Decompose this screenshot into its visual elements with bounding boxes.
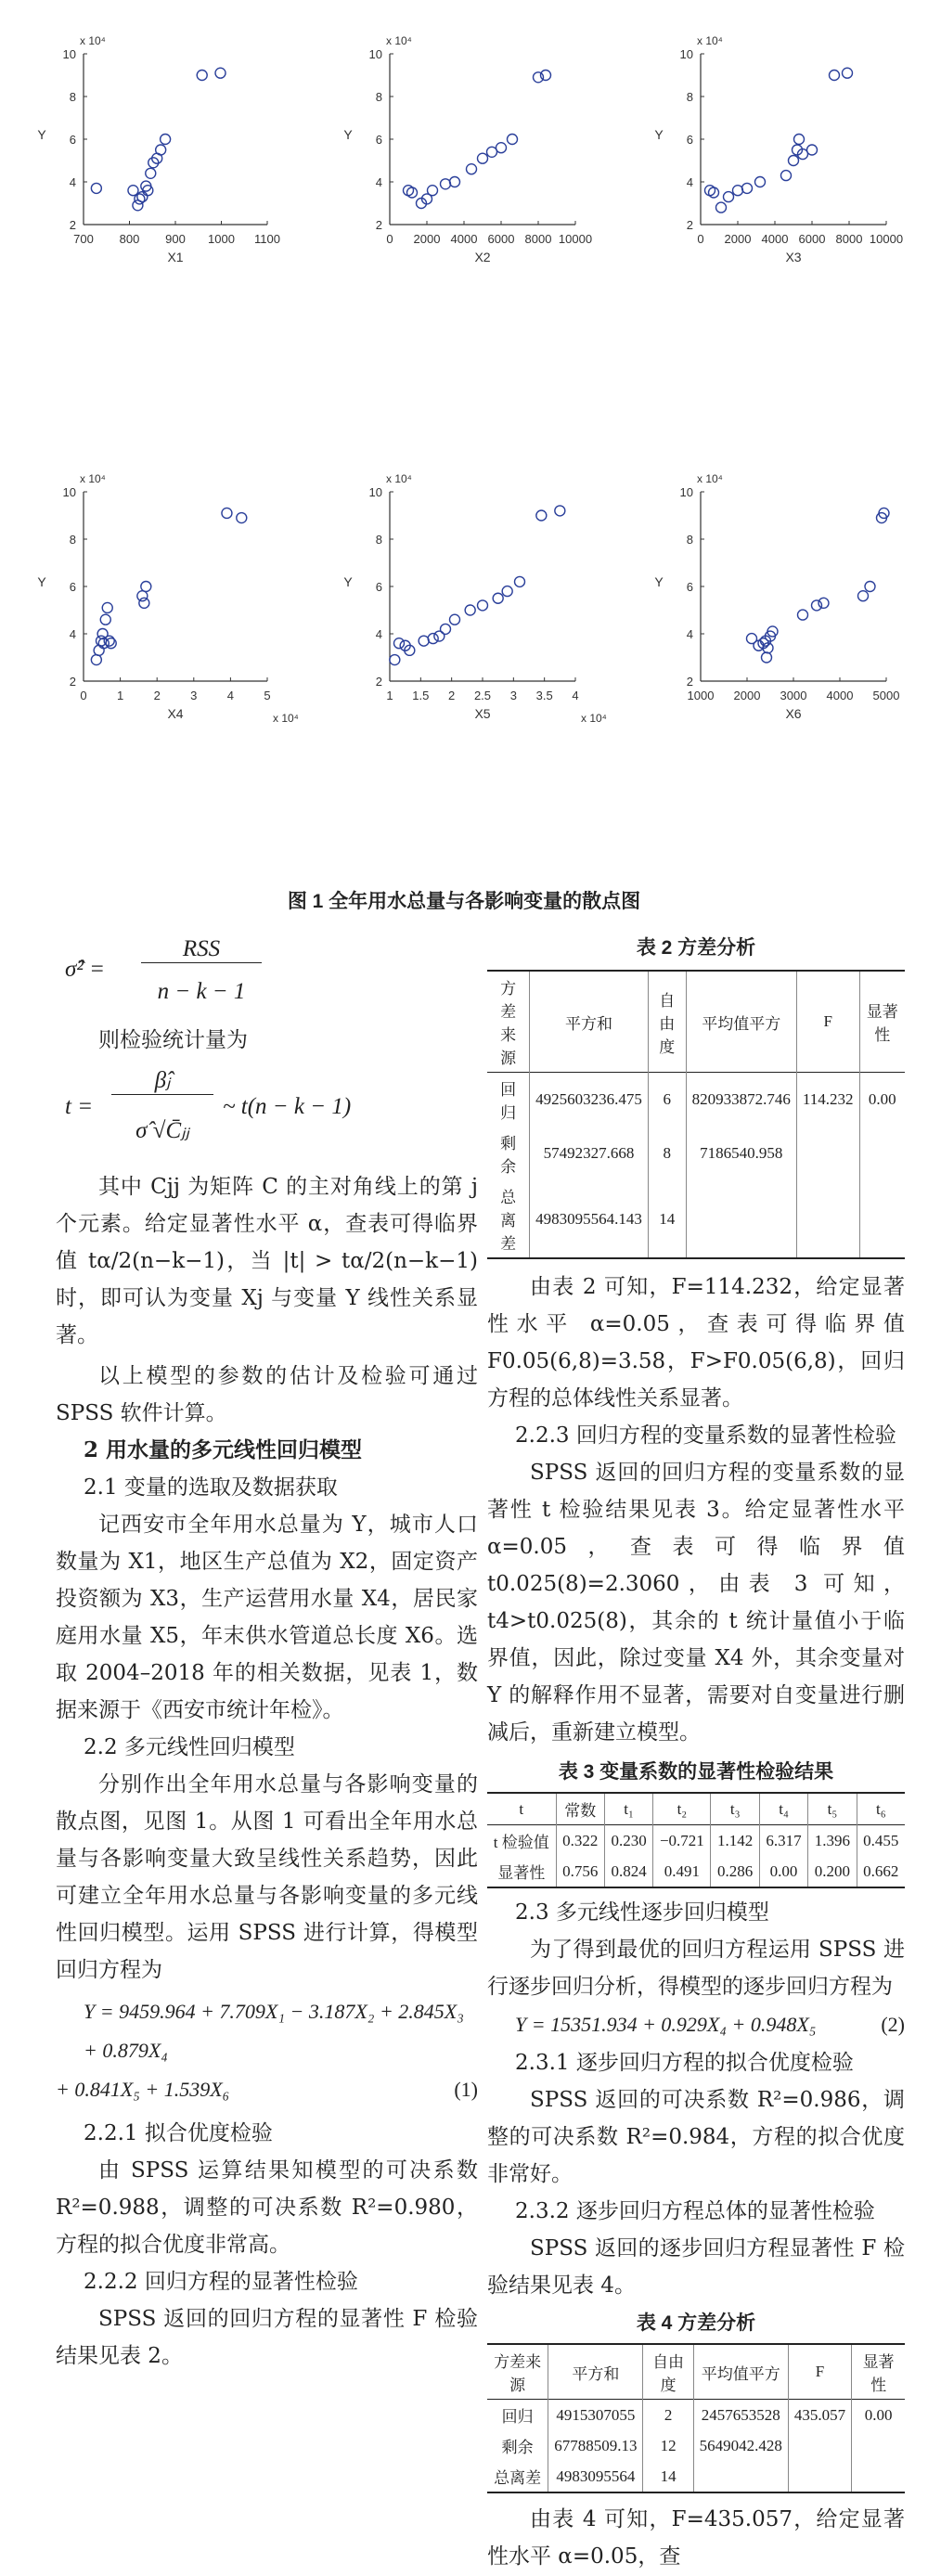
table-4-cell: 12 [643, 2430, 693, 2461]
formula-sigma [56, 933, 478, 1022]
x-tick-label: 4000 [450, 232, 478, 246]
data-point [390, 655, 400, 665]
x-tick-label: 2000 [724, 232, 752, 246]
data-point [139, 598, 149, 608]
data-point [724, 192, 734, 202]
x-tick-label: 10000 [869, 232, 904, 246]
y-tick-label: 8 [686, 533, 693, 547]
paragraph-2-3: 为了得到最优的回归方程运用 SPSS 进行逐步回归分析，得模型的逐步回归方程为 [487, 1938, 905, 1999]
scatter-panel-x6 [654, 472, 899, 721]
table-2-header: 平均值平方 [686, 971, 796, 1073]
data-point [137, 591, 148, 601]
table-2-cell: 114.232 [796, 1073, 859, 1127]
data-point [237, 513, 247, 523]
y-multiplier: x 10⁴ [697, 472, 723, 485]
table-3-cell: 0.662 [857, 1856, 905, 1887]
y-tick-label: 2 [69, 218, 76, 232]
paragraph-2-3-1: SPSS 返回的可决系数 R²=0.986，调整的可决系数 R²=0.984，方程的拟合优度非常好。 [487, 2088, 905, 2186]
table-3-header: t₄ [759, 1793, 807, 1825]
table-4-cell: 2457653528 [693, 2400, 788, 2431]
table-2-cell [859, 1127, 905, 1180]
heading-section-2: 2 用水量的多元线性回归模型 [84, 1437, 363, 1462]
scatter-panel-x4 [37, 472, 299, 725]
y-tick-label: 2 [375, 675, 382, 689]
table-2-header: 显著性 [859, 971, 905, 1073]
table-3-row [487, 1856, 905, 1887]
table-2-header: F [796, 971, 859, 1073]
x-tick-label: 2000 [413, 232, 441, 246]
data-point [137, 192, 148, 202]
formula-t-numerator: β̂ⱼ [111, 1066, 213, 1095]
y-tick-label: 2 [686, 675, 693, 689]
x-axis-label: X4 [167, 706, 184, 721]
data-point [555, 506, 565, 516]
table-4-header: F [788, 2344, 851, 2400]
x-axis-label: X5 [474, 706, 491, 721]
table-2-row [487, 1127, 905, 1180]
table-4-cell: 4915307055 [548, 2400, 643, 2431]
y-axis-label: Y [343, 127, 353, 142]
right-column [487, 933, 905, 2575]
table-4-cell [788, 2461, 851, 2492]
paragraph-2-1: 记西安市全年用水总量为 Y，城市人口数量为 X1，地区生产总值为 X2，固定资产投资额为 X3，生产运营用水量 X4，居民家庭用水量 X5，年末供水管道总长度 X6。选取 2004–2018 年的相关数据，见表 1，数据来源于《西安市统计年检》。 [56, 1513, 478, 1722]
y-tick-label: 6 [375, 580, 382, 594]
x-tick-label: 1000 [208, 232, 235, 246]
equation-1-line-1: Y = 9459.964 + 7.709X₁ − 3.187X₂ + 2.845X₃ + 0.879X₄ [84, 2000, 464, 2062]
y-tick-label: 8 [375, 533, 382, 547]
table-4-cell: 5649042.428 [693, 2430, 788, 2461]
left-column [56, 933, 478, 2375]
table-3-cell: 0.455 [857, 1825, 905, 1857]
table-4-cell [852, 2461, 905, 2492]
formula-sigma-lhs: σ̂² = [65, 957, 105, 982]
data-point [843, 68, 853, 78]
table-4-header: 平方和 [548, 2344, 643, 2400]
x-tick-label: 0 [697, 232, 704, 246]
data-point [91, 655, 101, 665]
data-point [858, 591, 869, 601]
table-3-cell: −0.721 [653, 1825, 711, 1857]
x-tick-label: 1 [116, 689, 124, 702]
y-tick-label: 6 [69, 133, 76, 147]
paragraph-cjj: 其中 Cjj 为矩阵 C 的主对角线上的第 j 个元素。给定显著性水平 α，查表可得临界值 tα/2(n−k−1)，当 |t| > tα/2(n−k−1)时，即可认为变量 Xj 与变量 Y 线性关系显著。 [56, 1175, 478, 1347]
x-tick-label: 5000 [872, 689, 900, 702]
y-tick-label: 10 [679, 47, 693, 61]
table-2-header: 方差来源 [500, 980, 517, 1067]
data-point [467, 164, 477, 174]
data-point [534, 72, 544, 83]
table-4-row [487, 2461, 905, 2492]
paragraph-2-2-2: SPSS 返回的回归方程的显著性 F 检验结果见表 2。 [56, 2307, 478, 2368]
table-2-caption: 表 2 方差分析 [636, 937, 756, 959]
table-3-cell: 0.824 [604, 1856, 652, 1887]
data-point [478, 600, 488, 611]
x-tick-label: 900 [165, 232, 186, 246]
table-4-cell: 4983095564 [548, 2461, 643, 2492]
table-2-cell [796, 1127, 859, 1180]
scatter-figure [0, 0, 928, 891]
paragraph-then: 则检验统计量为 [98, 1028, 248, 1052]
y-tick-label: 2 [375, 218, 382, 232]
table-3-header: t₂ [653, 1793, 711, 1825]
paragraph-2-2: 分别作出全年用水总量与各影响变量的散点图，见图 1。从图 1 可看出全年用水总量与各影响变量大致呈线性关系趋势，因此可建立全年用水总量与各影响变量的多元线性回归模型。运用 SPSS 进行计算，得模型回归方程为 [56, 1772, 478, 1982]
table-2-cell: 820933872.746 [686, 1073, 796, 1127]
data-point [94, 645, 104, 655]
table-3-cell: 0.00 [759, 1856, 807, 1887]
y-tick-label: 2 [69, 675, 76, 689]
x-tick-label: 700 [73, 232, 94, 246]
x-multiplier: x 10⁴ [273, 712, 299, 725]
equation-2-body: Y = 15351.934 + 0.929X₄ + 0.948X₅ [515, 2013, 817, 2036]
table-4-header: 显著性 [852, 2344, 905, 2400]
data-point [102, 602, 112, 612]
data-point [478, 153, 488, 163]
table-3-header: t₅ [808, 1793, 857, 1825]
scatter-panel-x2 [343, 34, 592, 264]
paragraph-2-2-3: SPSS 返回的回归方程的变量系数的显著性 t 检验结果见表 3。给定显著性水平 α=0.05，查表可得临界值 t0.025(8)=2.3060，由表 3 可知，t4>t0.025(8)，其余的 t 统计量值小于临界值，因此，除过变量 X4 外，其余变量对 Y 的解释作用不显著，需要对自变量进行删减后，重新建立模型。 [487, 1461, 905, 1745]
data-point [106, 638, 116, 649]
table-2-cell: 4983095564.143 [530, 1180, 649, 1258]
table-3-cell: 0.491 [653, 1856, 711, 1887]
table-4-cell: 14 [643, 2461, 693, 2492]
y-tick-label: 8 [69, 90, 76, 104]
table-3-header: t₃ [711, 1793, 759, 1825]
table-4-cell [852, 2430, 905, 2461]
data-point [465, 605, 475, 615]
x-tick-label: 1.5 [412, 689, 430, 702]
y-tick-label: 8 [375, 90, 382, 104]
data-point [450, 614, 460, 625]
y-multiplier: x 10⁴ [386, 34, 412, 47]
x-tick-label: 6000 [487, 232, 515, 246]
paragraph-table-2: 由表 2 可知，F=114.232，给定显著性水平 α=0.05，查表可得临界值 F0.05(6,8)=3.58，F>F0.05(6,8)，回归方程的总体线性关系显著。 [487, 1275, 905, 1410]
y-tick-label: 4 [686, 175, 693, 189]
data-point [197, 71, 207, 81]
equation-2-number: (2) [881, 2013, 905, 2036]
table-4-cell: 2 [643, 2400, 693, 2431]
y-tick-label: 4 [375, 627, 382, 641]
data-point [222, 508, 232, 518]
data-point [493, 593, 503, 603]
y-tick-label: 4 [686, 627, 693, 641]
table-2-cell: 8 [648, 1127, 686, 1180]
equation-1 [56, 1992, 478, 2109]
scatter-panel-x3 [654, 34, 903, 264]
y-axis-label: Y [343, 574, 353, 589]
paragraph-2-2-1: 由 SPSS 运算结果知模型的可决系数 R²=0.988，调整的可决系数 R²=0.980，方程的拟合优度非常高。 [56, 2158, 478, 2257]
data-point [818, 598, 829, 608]
table-4-header: 平均值平方 [693, 2344, 788, 2400]
table-4-cell: 0.00 [852, 2400, 905, 2431]
table-4-row [487, 2430, 905, 2461]
table-3-row [487, 1825, 905, 1857]
table-2-cell: 剩余 [500, 1135, 517, 1176]
table-3-cell: 0.200 [808, 1856, 857, 1887]
paragraph-spss: 以上模型的参数的估计及检验可通过 SPSS 软件计算。 [56, 1364, 478, 1425]
x-axis-label: X2 [474, 250, 491, 264]
x-tick-label: 2.5 [473, 689, 492, 702]
y-multiplier: x 10⁴ [386, 472, 412, 485]
data-point [762, 652, 772, 663]
formula-t-lhs: t = [65, 1094, 94, 1119]
data-point [156, 145, 166, 155]
table-4-cell: 435.057 [788, 2400, 851, 2431]
y-axis-label: Y [654, 127, 664, 142]
heading-2-2: 2.2 多元线性回归模型 [84, 1735, 295, 1759]
y-tick-label: 10 [368, 485, 382, 499]
data-point [91, 183, 101, 193]
data-point [450, 177, 460, 187]
equation-1-line-2: + 0.841X₅ + 1.539X₆ [56, 2078, 230, 2101]
table-3-header: 常数 [556, 1793, 604, 1825]
x-tick-label: 1000 [687, 689, 715, 702]
table-2-cell: 7186540.958 [686, 1127, 796, 1180]
data-point [146, 168, 156, 178]
table-3-cell: 1.396 [808, 1825, 857, 1857]
table-4-header: 自由度 [643, 2344, 693, 2400]
y-tick-label: 10 [62, 485, 76, 499]
y-tick-label: 4 [69, 175, 76, 189]
x-tick-label: 4000 [826, 689, 854, 702]
formula-t [56, 1059, 478, 1168]
x-tick-label: 2000 [733, 689, 761, 702]
table-3-cell: 0.230 [604, 1825, 652, 1857]
y-tick-label: 2 [686, 218, 693, 232]
table-2-cell [859, 1180, 905, 1258]
data-point [733, 186, 743, 196]
table-3-header: t [519, 1799, 524, 1818]
x-axis-label: X3 [785, 250, 802, 264]
data-point [428, 186, 438, 196]
table-4-cell: 67788509.13 [548, 2430, 643, 2461]
data-point [865, 582, 875, 592]
x-tick-label: 2 [448, 689, 456, 702]
table-2-cell: 14 [648, 1180, 686, 1258]
y-tick-label: 10 [62, 47, 76, 61]
y-multiplier: x 10⁴ [80, 34, 106, 47]
table-4-cell: 总离差 [494, 2469, 542, 2487]
x-tick-label: 4 [572, 689, 579, 702]
equation-2 [487, 2005, 905, 2044]
equation-1-number: (1) [454, 2078, 478, 2101]
formula-t-rhs: ~ t(n − k − 1) [223, 1094, 352, 1119]
x-tick-label: 0 [386, 232, 393, 246]
data-point [781, 171, 792, 181]
table-4-cell: 剩余 [501, 2439, 534, 2456]
data-point [830, 71, 840, 81]
scatter-panel-x1 [37, 34, 280, 264]
y-multiplier: x 10⁴ [80, 472, 106, 485]
data-point [407, 187, 418, 198]
x-tick-label: 3.5 [535, 689, 553, 702]
data-point [794, 135, 805, 145]
table-4-cell [693, 2461, 788, 2492]
y-tick-label: 6 [686, 580, 693, 594]
table-3-header: t₆ [857, 1793, 905, 1825]
heading-2-2-1: 2.2.1 拟合优度检验 [84, 2121, 273, 2145]
x-multiplier: x 10⁴ [581, 712, 607, 725]
y-tick-label: 8 [69, 533, 76, 547]
heading-2-1: 2.1 变量的选取及数据获取 [84, 1475, 338, 1500]
paragraph-table-4: 由表 4 可知，F=435.057，给定显著性水平 α=0.05，查 [487, 2507, 905, 2569]
x-tick-label: 2 [153, 689, 161, 702]
y-tick-label: 10 [368, 47, 382, 61]
data-point [394, 638, 405, 649]
heading-2-2-3: 2.2.3 回归方程的变量系数的显著性检验 [515, 1423, 896, 1448]
y-axis-label: Y [37, 574, 46, 589]
x-tick-label: 4000 [761, 232, 789, 246]
x-tick-label: 10000 [558, 232, 593, 246]
data-point [496, 143, 507, 153]
y-axis-label: Y [654, 574, 664, 589]
formula-t-denominator: σ̂ √C̄ⱼⱼ [135, 1118, 189, 1143]
data-point [441, 624, 451, 634]
table-4-cell [788, 2430, 851, 2461]
data-point [100, 614, 110, 625]
x-tick-label: 3 [509, 689, 517, 702]
table-3-cell: 显著性 [497, 1864, 546, 1882]
table-3-caption: 表 3 变量系数的显著性检验结果 [558, 1761, 834, 1783]
scatter-panel-x5 [343, 472, 607, 725]
y-tick-label: 6 [69, 580, 76, 594]
data-point [441, 179, 451, 189]
table-3-header: t₁ [604, 1793, 652, 1825]
table-2-cell: 0.00 [859, 1073, 905, 1127]
table-4-cell: 回归 [501, 2408, 534, 2426]
formula-sigma-numerator: RSS [141, 936, 262, 963]
x-tick-label: 8000 [835, 232, 863, 246]
x-tick-label: 6000 [798, 232, 826, 246]
data-point [515, 576, 525, 586]
table-3-cell: 1.142 [711, 1825, 759, 1857]
data-point [742, 183, 753, 193]
data-point [709, 187, 719, 198]
x-axis-label: X6 [785, 706, 802, 721]
data-point [807, 145, 818, 155]
x-tick-label: 1 [386, 689, 393, 702]
data-point [141, 582, 151, 592]
table-2-cell: 4925603236.475 [530, 1073, 649, 1127]
table-2-cell: 57492327.668 [530, 1127, 649, 1180]
x-tick-label: 4 [226, 689, 235, 702]
heading-2-2-2: 2.2.2 回归方程的显著性检验 [84, 2270, 358, 2294]
heading-2-3-1: 2.3.1 逐步回归方程的拟合优度检验 [515, 2051, 854, 2075]
data-point [419, 636, 429, 646]
table-3-cell: 6.317 [759, 1825, 807, 1857]
x-tick-label: 1100 [254, 232, 280, 246]
table-3-cell: 0.756 [556, 1856, 604, 1887]
table-2-cell: 总离差 [500, 1189, 517, 1253]
data-point [716, 202, 727, 213]
x-tick-label: 800 [119, 232, 140, 246]
table-3-cell: 0.286 [711, 1856, 759, 1887]
figure-caption: 图 1 全年用水总量与各影响变量的散点图 [287, 891, 641, 912]
heading-2-3: 2.3 多元线性逐步回归模型 [515, 1900, 769, 1925]
x-tick-label: 3000 [780, 689, 807, 702]
table-2 [487, 970, 905, 1259]
table-3-cell: 0.322 [556, 1825, 604, 1857]
data-point [161, 135, 171, 145]
table-2-header: 自由度 [648, 971, 686, 1073]
y-tick-label: 10 [679, 485, 693, 499]
table-4-row [487, 2400, 905, 2431]
data-point [812, 600, 822, 611]
y-tick-label: 4 [69, 627, 76, 641]
y-axis-label: Y [37, 127, 46, 142]
table-3-cell: t 检验值 [493, 1834, 549, 1851]
table-3 [487, 1792, 905, 1888]
data-point [798, 610, 808, 620]
x-tick-label: 5 [264, 689, 271, 702]
table-2-row [487, 1073, 905, 1127]
formula-sigma-denominator: n − k − 1 [157, 979, 246, 1004]
data-point [508, 135, 518, 145]
table-2-cell: 6 [648, 1073, 686, 1127]
y-tick-label: 6 [375, 133, 382, 147]
heading-2-3-2: 2.3.2 逐步回归方程总体的显著性检验 [515, 2199, 875, 2223]
data-point [541, 71, 551, 81]
table-2-cell [686, 1180, 796, 1258]
x-tick-label: 8000 [524, 232, 552, 246]
table-4-caption: 表 4 方差分析 [636, 2312, 756, 2334]
table-2-cell [796, 1180, 859, 1258]
data-point [434, 631, 445, 641]
table-2-cell: 回归 [500, 1081, 517, 1122]
x-axis-label: X1 [167, 250, 184, 264]
data-point [135, 194, 145, 204]
table-4 [487, 2343, 905, 2493]
data-point [215, 68, 226, 78]
table-2-row [487, 1180, 905, 1258]
y-tick-label: 4 [375, 175, 382, 189]
data-point [428, 634, 438, 644]
table-4-header: 方差来源 [494, 2353, 542, 2394]
table-2-header: 平方和 [530, 971, 649, 1073]
data-point [536, 510, 547, 521]
paragraph-2-3-2: SPSS 返回的逐步回归方程显著性 F 检验结果见表 4。 [487, 2236, 905, 2298]
y-multiplier: x 10⁴ [697, 34, 723, 47]
y-tick-label: 8 [686, 90, 693, 104]
y-tick-label: 6 [686, 133, 693, 147]
data-point [789, 156, 799, 166]
data-point [755, 177, 766, 187]
data-point [502, 586, 512, 597]
x-tick-label: 0 [80, 689, 87, 702]
x-tick-label: 3 [190, 689, 198, 702]
